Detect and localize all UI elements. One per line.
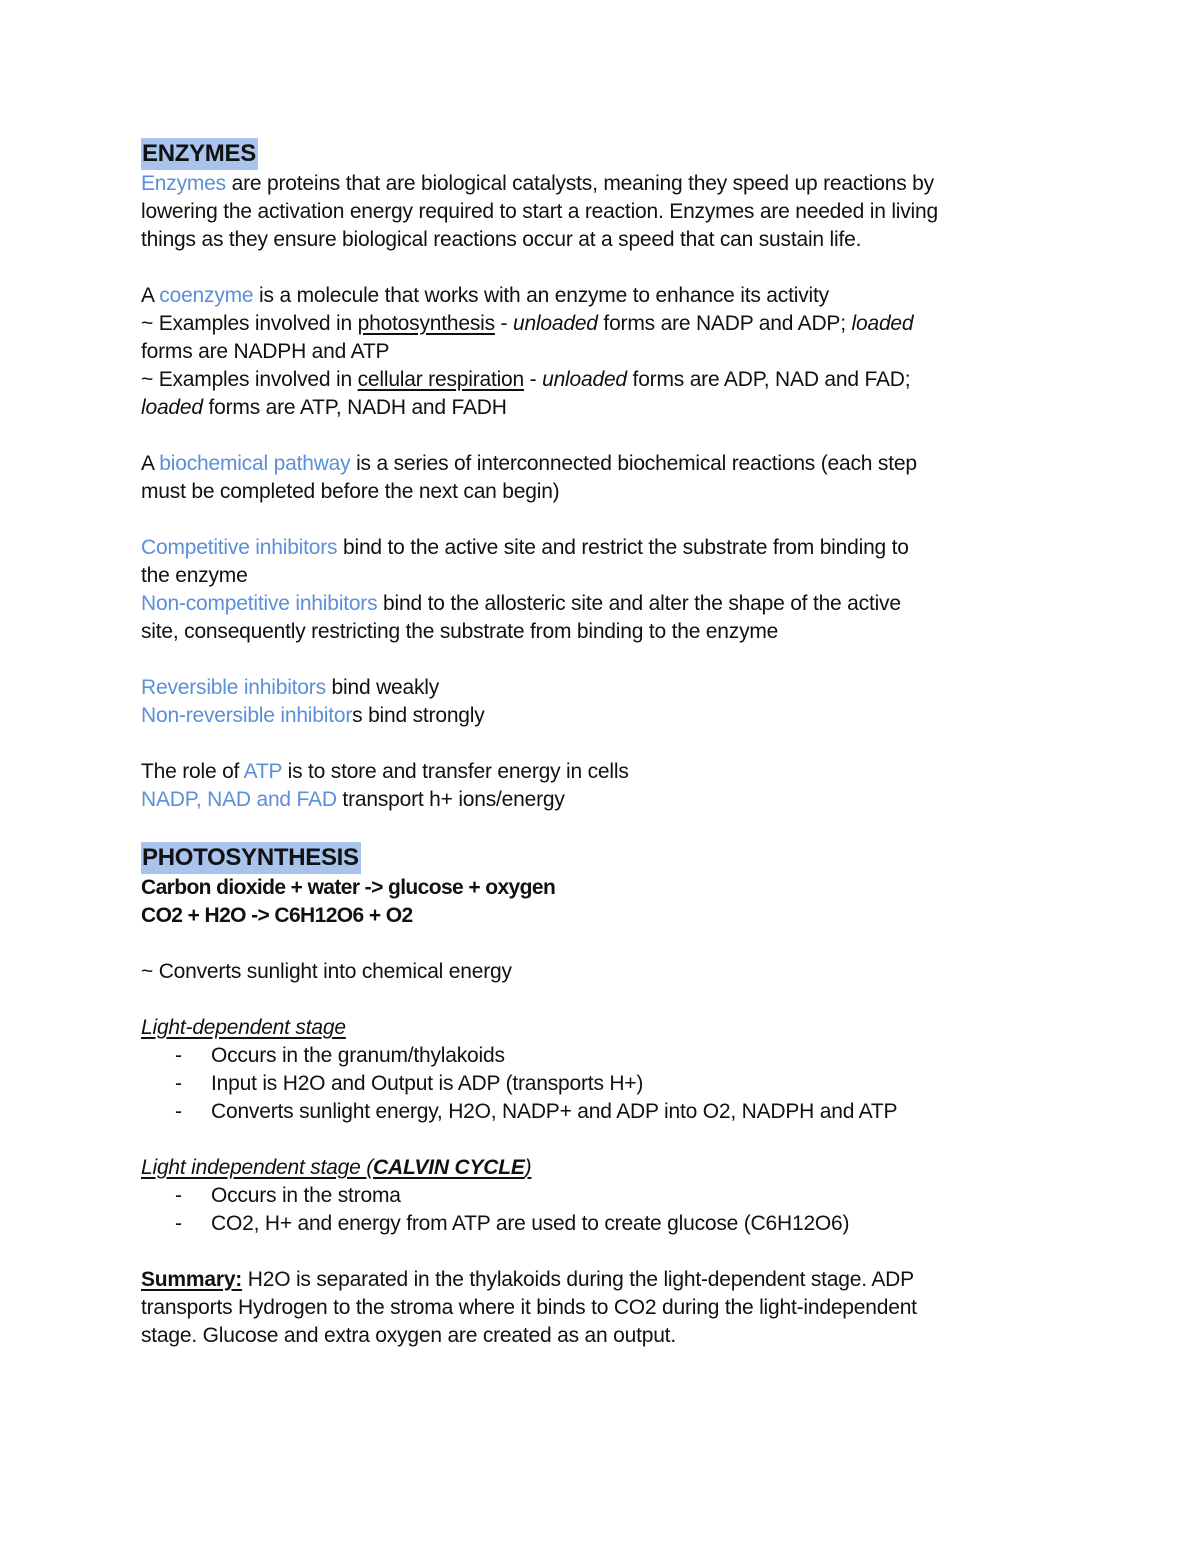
- coenzyme-definition: A coenzyme is a molecule that works with an enzyme to enhance its activity: [141, 284, 829, 307]
- atp-paragraph: [141, 758, 1081, 814]
- carriers-line: NADP, NAD and FAD transport h+ ions/energy: [141, 788, 565, 811]
- light-independent-title: Light independent stage (CALVIN CYCLE): [141, 1156, 532, 1179]
- light-independent-list: [141, 1182, 1081, 1238]
- list-item: - Converts sunlight energy, H2O, NADP+ and ADP into O2, NADPH and ATP: [175, 1100, 898, 1123]
- term-enzymes: Enzymes: [141, 172, 226, 195]
- document-content: [141, 138, 1081, 1350]
- intro-line-2: lowering the activation energy required to start a reaction. Enzymes are needed in living: [141, 200, 938, 223]
- pathway-paragraph: [141, 450, 1081, 506]
- photosynthesis-underlined: photosynthesis: [357, 312, 495, 335]
- competitive-line-1: Competitive inhibitors bind to the active site and restrict the substrate from binding to: [141, 536, 909, 559]
- summary-line-2: transports Hydrogen to the stroma where it binds to CO2 during the light-independent: [141, 1296, 917, 1319]
- light-dependent-title: Light-dependent stage: [141, 1016, 346, 1039]
- nonreversible-line: Non-reversible inhibitors bind strongly: [141, 704, 485, 727]
- pathway-line-2: must be completed before the next can begin): [141, 480, 560, 503]
- cellular-respiration-underlined: cellular respiration: [357, 368, 525, 391]
- summary-line-1: Summary: H2O is separated in the thylakoids during the light-dependent stage. ADP: [141, 1268, 914, 1291]
- term-reversible-inhibitors: Reversible inhibitors: [141, 676, 326, 699]
- list-item: - CO2, H+ and energy from ATP are used to create glucose (C6H12O6): [175, 1212, 850, 1235]
- term-nadp-nad-fad: NADP, NAD and FAD: [141, 788, 337, 811]
- coenzyme-respiration-example: ~ Examples involved in cellular respiration - unloaded forms are ADP, NAD and FAD;: [141, 368, 911, 391]
- summary-line-3: stage. Glucose and extra oxygen are created as an output.: [141, 1324, 676, 1347]
- term-coenzyme: coenzyme: [159, 284, 254, 307]
- intro-line-1: Enzymes are proteins that are biological catalysts, meaning they speed up reactions by: [141, 172, 934, 195]
- coenzyme-respiration-example-cont: loaded forms are ATP, NADH and FADH: [141, 396, 507, 419]
- term-competitive-inhibitors: Competitive inhibitors: [141, 536, 338, 559]
- pathway-line-1: A biochemical pathway is a series of interconnected biochemical reactions (each step: [141, 452, 917, 475]
- term-atp: ATP: [243, 760, 282, 783]
- enzymes-intro-paragraph: [141, 170, 1081, 254]
- term-biochemical-pathway: biochemical pathway: [159, 452, 351, 475]
- word-equation: Carbon dioxide + water -> glucose + oxygen: [141, 876, 556, 899]
- photosynthesis-note: ~ Converts sunlight into chemical energy: [141, 960, 512, 983]
- inhibitor-strength-paragraph: [141, 674, 1081, 730]
- calvin-cycle-label: CALVIN CYCLE: [373, 1156, 525, 1179]
- list-item: - Occurs in the stroma: [175, 1184, 401, 1207]
- summary-label: Summary:: [141, 1268, 243, 1291]
- competitive-line-2: the enzyme: [141, 564, 248, 587]
- coenzyme-photosynthesis-example: ~ Examples involved in photosynthesis - unloaded forms are NADP and ADP; loaded: [141, 312, 914, 335]
- photosynthesis-heading: PHOTOSYNTHESIS: [141, 842, 361, 874]
- list-item: - Occurs in the granum/thylakoids: [175, 1044, 505, 1067]
- coenzyme-paragraph: [141, 282, 1081, 422]
- summary-paragraph: [141, 1266, 1081, 1350]
- chemical-equation: CO2 + H2O -> C6H12O6 + O2: [141, 904, 413, 927]
- term-nonreversible-inhibitors: Non-reversible inhibitor: [141, 704, 353, 727]
- inhibitor-binding-paragraph: [141, 534, 1081, 646]
- enzymes-heading: ENZYMES: [141, 138, 258, 170]
- noncompetitive-line-2: site, consequently restricting the substrate from binding to the enzyme: [141, 620, 779, 643]
- coenzyme-photosynthesis-example-cont: forms are NADPH and ATP: [141, 340, 390, 363]
- list-item: - Input is H2O and Output is ADP (transports H+): [175, 1072, 644, 1095]
- light-dependent-list: [141, 1042, 1081, 1126]
- intro-line-3: things as they ensure biological reactions occur at a speed that can sustain life.: [141, 228, 862, 251]
- reversible-line: Reversible inhibitors bind weakly: [141, 676, 440, 699]
- atp-role-line: The role of ATP is to store and transfer energy in cells: [141, 760, 629, 783]
- noncompetitive-line-1: Non-competitive inhibitors bind to the allosteric site and alter the shape of the active: [141, 592, 901, 615]
- term-noncompetitive-inhibitors: Non-competitive inhibitors: [141, 592, 378, 615]
